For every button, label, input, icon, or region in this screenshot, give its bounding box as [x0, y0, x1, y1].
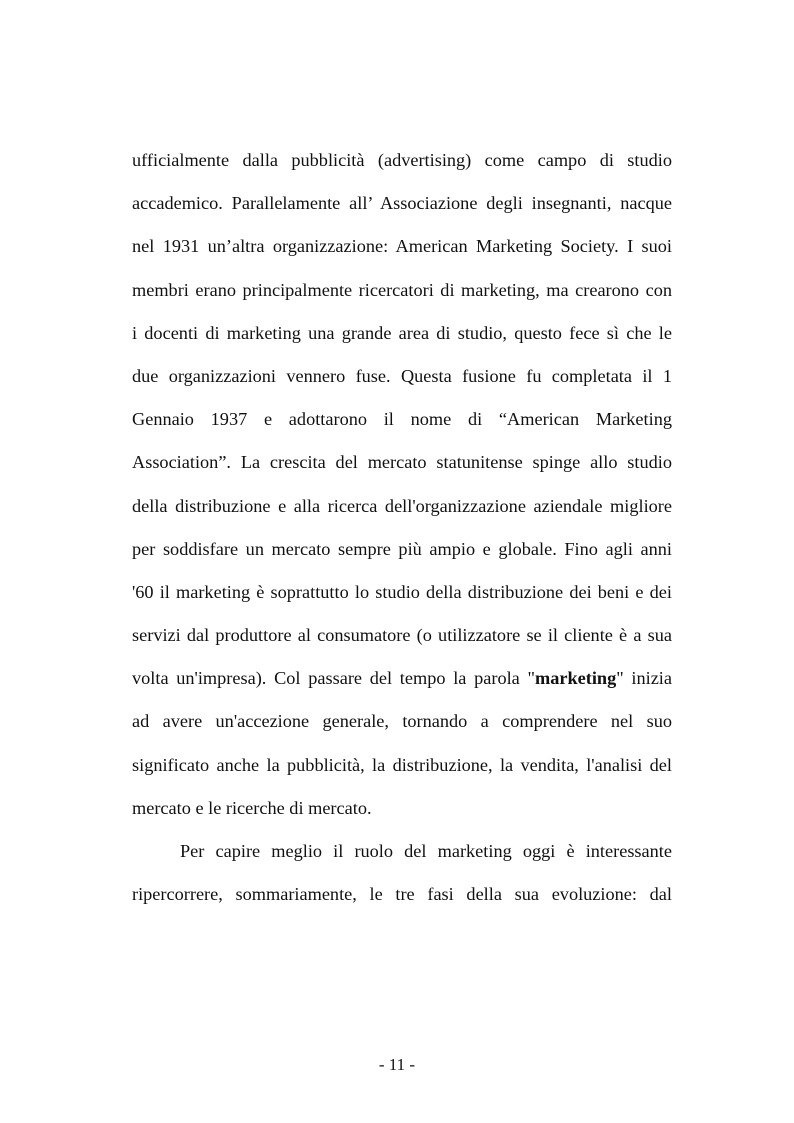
text-line: ripercorrere, sommariamente, le tre fasi della sua evoluzione: dal — [132, 884, 672, 905]
text-line: accademico. Parallelamente all’ Associazione degli insegnanti, nacque — [132, 193, 672, 214]
text-line: mercato e le ricerche di mercato. — [132, 797, 372, 818]
text-segment: volta un'impresa). Col passare del tempo la parola " — [132, 668, 535, 689]
text-line: ufficialmente dalla pubblicità (advertising) come campo di studio — [132, 150, 672, 170]
text-line-with-bold — [132, 657, 672, 700]
text-line: i docenti di marketing una grande area di studio, questo fece sì che le — [132, 322, 672, 343]
document-body — [132, 139, 672, 916]
paragraph-2 — [132, 830, 672, 916]
text-line: due organizzazioni vennero fuse. Questa fusione fu completata il 1 — [132, 365, 672, 386]
paragraph-1 — [132, 139, 672, 830]
text-segment: " inizia — [616, 668, 673, 689]
text-line: nel 1931 un’altra organizzazione: American Marketing Society. I suoi — [132, 236, 672, 257]
text-line: significato anche la pubblicità, la distribuzione, la vendita, l'analisi del — [132, 754, 672, 775]
bold-term-marketing: marketing — [534, 668, 617, 689]
text-line: della distribuzione e alla ricerca dell'organizzazione aziendale migliore — [132, 495, 672, 516]
text-line: ad avere un'accezione generale, tornando a comprendere nel suo — [132, 711, 672, 732]
text-line: Gennaio 1937 e adottarono il nome di “American Marketing — [132, 409, 672, 430]
text-line: '60 il marketing è soprattutto lo studio della distribuzione dei beni e dei — [132, 581, 672, 602]
text-line: membri erano principalmente ricercatori di marketing, ma crearono con — [132, 279, 672, 300]
text-line: per soddisfare un mercato sempre più ampio e globale. Fino agli anni — [132, 538, 672, 559]
text-line: Per capire meglio il ruolo del marketing oggi è interessante — [180, 841, 672, 861]
page-number: - 11 - — [378, 1055, 416, 1074]
text-line: servizi dal produttore al consumatore (o utilizzatore se il cliente è a sua — [132, 625, 672, 646]
text-line: Association”. La crescita del mercato statunitense spinge allo studio — [132, 452, 672, 473]
